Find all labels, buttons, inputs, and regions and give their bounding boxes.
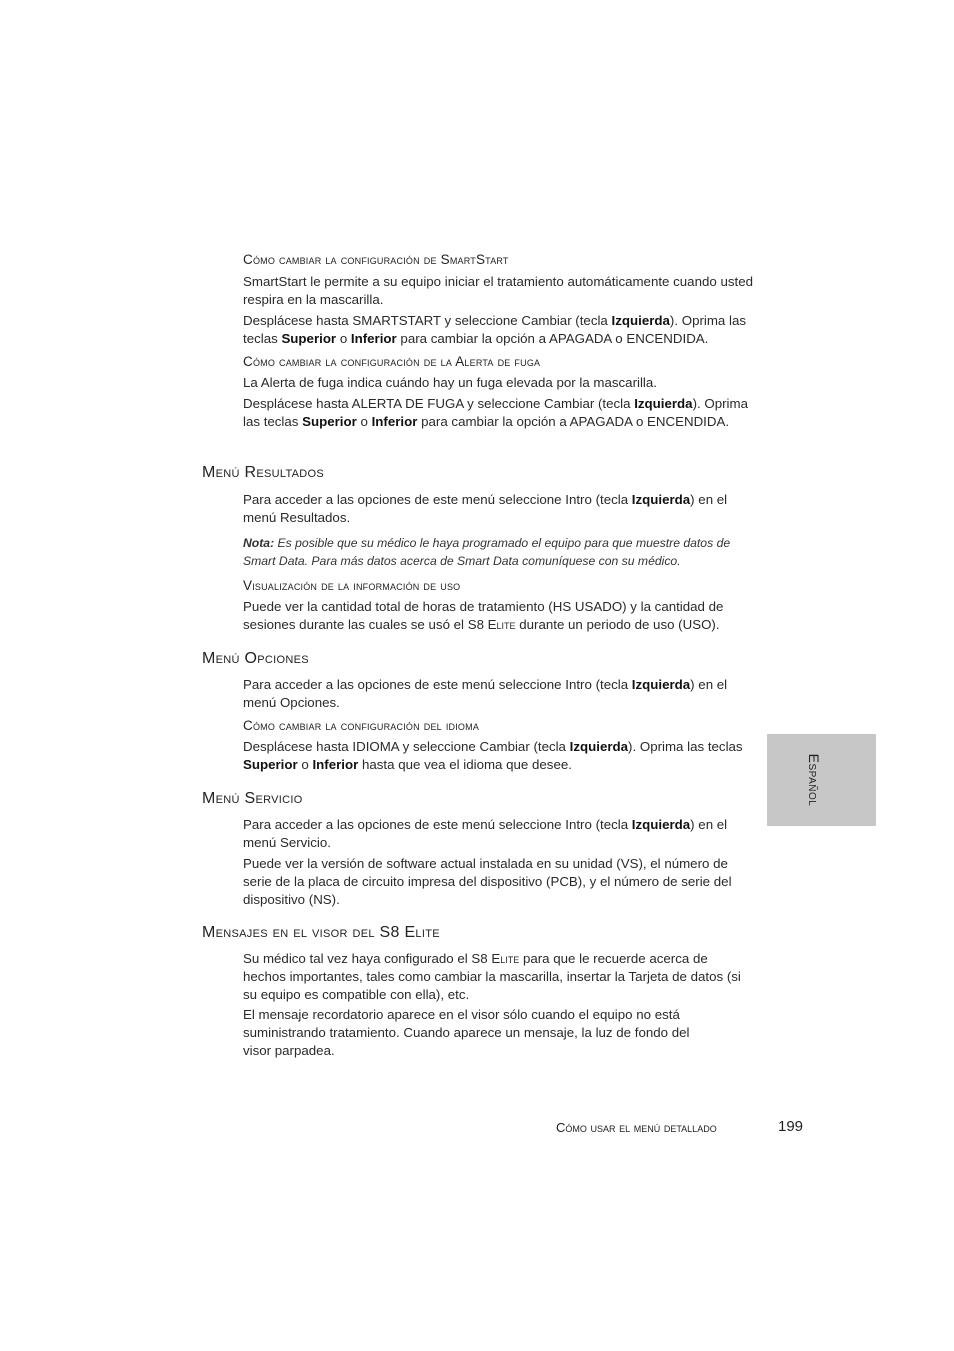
- paragraph-options-menu: Para acceder a las opciones de este menú seleccione Intro (tecla Izquierda) en el menú Opciones.: [243, 677, 728, 710]
- paragraph-smartstart-steps: Desplácese hasta SMARTSTART y seleccione Cambiar (tecla Izquierda). Oprima las teclas Superior o Inferior para cambiar la opción a APAGADA o ENCENDIDA.: [243, 313, 747, 346]
- note-smart-data: Nota: Es posible que su médico le haya programado el equipo para que muestre datos de Smart Data. Para más datos acerca de Smart Data comuníquese con su médico.: [243, 536, 731, 568]
- heading-smartstart: Cómo cambiar la configuración de SmartStart: [243, 252, 509, 267]
- heading-leak-alert: Cómo cambiar la configuración de la Alerta de fuga: [243, 354, 541, 369]
- heading-options-menu: Menú Opciones: [202, 650, 309, 667]
- paragraph-leak-alert-intro: La Alerta de fuga indica cuándo hay un fuga elevada por la mascarilla.: [243, 375, 657, 390]
- footer-chapter-title: Cómo usar el menú detallado: [556, 1120, 717, 1135]
- paragraph-smartstart-intro: SmartStart le permite a su equipo iniciar el tratamiento automáticamente cuando usted respira en la mascarilla.: [243, 274, 753, 307]
- page-number: 199: [778, 1118, 804, 1135]
- paragraph-service-versions: Puede ver la versión de software actual instalada en su unidad (VS), el número de serie de la placa de circuito impresa del dispositivo (PCB), y el número de serie del dispositivo (NS).: [243, 856, 732, 907]
- paragraph-service-menu: Para acceder a las opciones de este menú seleccione Intro (tecla Izquierda) en el menú Servicio.: [243, 817, 728, 850]
- paragraph-results-menu: Para acceder a las opciones de este menú seleccione Intro (tecla Izquierda) en el menú Resultados.: [243, 492, 728, 525]
- heading-service-menu: Menú Servicio: [202, 790, 303, 807]
- paragraph-language: Desplácese hasta IDIOMA y seleccione Cambiar (tecla Izquierda). Oprima las teclas Superior o Inferior hasta que vea el idioma que desee.: [243, 739, 743, 772]
- paragraph-display-messages: Su médico tal vez haya configurado el S8 Elite para que le recuerde acerca de hechos importantes, tales como cambiar la mascarilla, insertar la Tarjeta de datos (si su equipo es compatible con ella), etc.: [243, 951, 741, 1002]
- heading-display-messages: Mensajes en el visor del S8 Elite: [202, 924, 440, 941]
- heading-results-menu: Menú Resultados: [202, 464, 325, 481]
- heading-usage-info: Visualización de la información de uso: [243, 578, 461, 593]
- paragraph-reminder-message: El mensaje recordatorio aparece en el visor sólo cuando el equipo no está suministrando tratamiento. Cuando aparece un mensaje, la luz de fondo del visor parpadea.: [243, 1007, 690, 1058]
- paragraph-leak-alert-steps: Desplácese hasta ALERTA DE FUGA y seleccione Cambiar (tecla Izquierda). Oprima las teclas Superior o Inferior para cambiar la opción a APAGADA o ENCENDIDA.: [243, 396, 748, 429]
- language-side-tab: [767, 734, 876, 826]
- paragraph-usage-info: Puede ver la cantidad total de horas de tratamiento (HS USADO) y la cantidad de sesiones durante las cuales se usó el S8 Elite durante un periodo de uso (USO).: [243, 599, 724, 632]
- heading-language: Cómo cambiar la configuración del idioma: [243, 718, 480, 733]
- side-tab-label: Español: [806, 753, 822, 807]
